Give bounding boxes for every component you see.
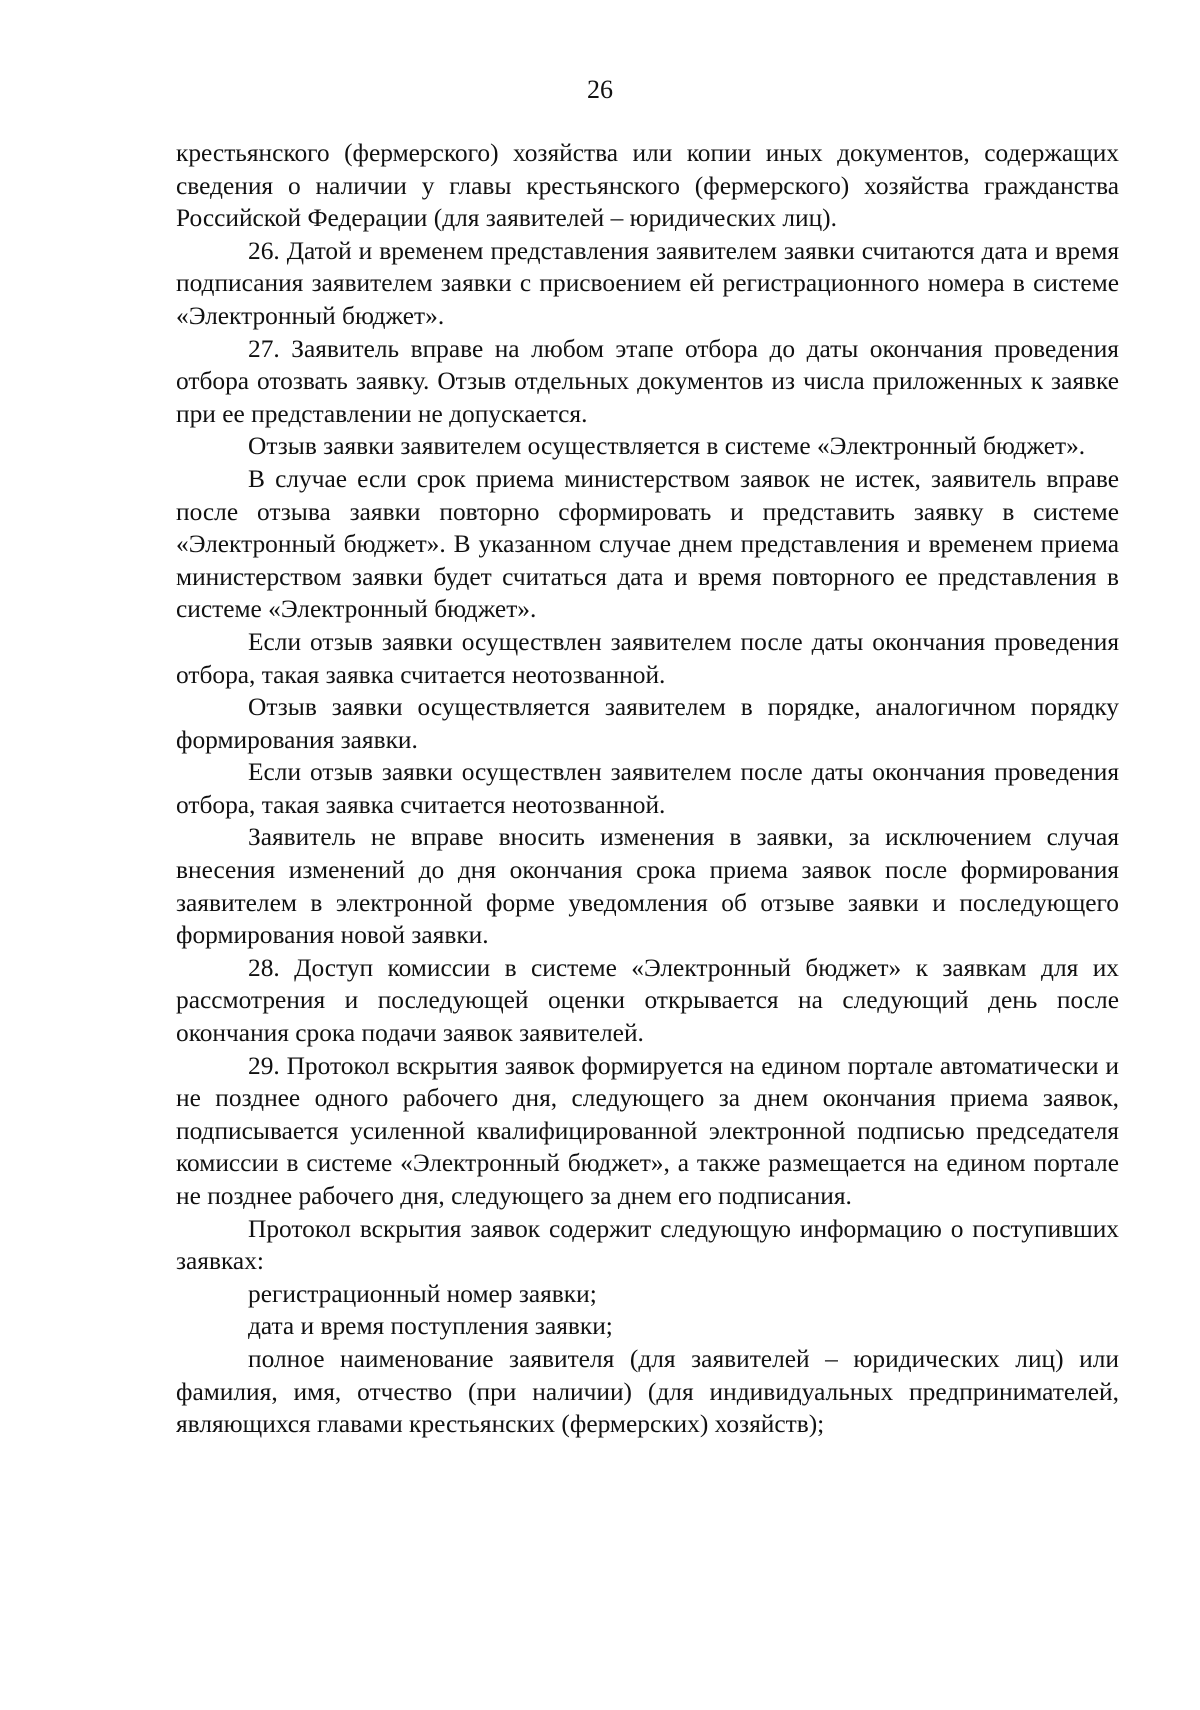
paragraph: Протокол вскрытия заявок содержит следующую информацию о поступивших заявках: [176, 1214, 1119, 1276]
paragraph: Отзыв заявки осуществляется заявителем в порядке, аналогичном порядку формирования заявки. [176, 693, 1119, 754]
paragraph: 27. Заявитель вправе на любом этапе отбора до даты окончания проведения отбора отозвать заявку. Отзыв отдельных документов из числа приложенных к заявке при ее представлении не допускается. [176, 334, 1119, 428]
paragraph: 29. Протокол вскрытия заявок формируется на едином портале автоматически и не позднее одного рабочего дня, следующего за днем окончания приема заявок, подписывается усиленной квалифицированной электронной подписью председателя комиссии в системе «Электронный бюджет», а также размещается на едином портале не позднее рабочего дня, следующего за днем его подписания. [176, 1051, 1119, 1210]
paragraph: Если отзыв заявки осуществлен заявителем после даты окончания проведения отбора, такая заявка считается неотозванной. [176, 627, 1119, 689]
paragraph: регистрационный номер заявки; [248, 1279, 597, 1308]
page-number: 26 [587, 75, 613, 104]
paragraph: Заявитель не вправе вносить изменения в заявки, за исключением случая внесения изменений до дня окончания срока приема заявок после формирования заявителем в электронной форме уведомления об отзыве заявки и последующего формирования новой заявки. [176, 823, 1119, 950]
paragraph: В случае если срок приема министерством заявок не истек, заявитель вправе после отзыва заявки повторно сформировать и представить заявку в системе «Электронный бюджет». В указанном случае днем представления и временем приема министерством заявки будет считаться дата и время повторного ее представления в системе «Электронный бюджет». [176, 464, 1119, 624]
paragraph: 26. Датой и временем представления заявителем заявки считаются дата и время подписания заявителем заявки с присвоением ей регистрационного номера в системе «Электронный бюджет». [176, 236, 1119, 330]
paragraph: крестьянского (фермерского) хозяйства или копии иных документов, содержащих сведения о наличии у главы крестьянского (фермерского) хозяйства гражданства Российской Федерации (для заявителей – юридических лиц). [176, 139, 1119, 233]
paragraph: дата и время поступления заявки; [248, 1312, 613, 1341]
document-body [176, 137, 1119, 1441]
paragraph: Отзыв заявки заявителем осуществляется в системе «Электронный бюджет». [248, 432, 1086, 461]
paragraph: Если отзыв заявки осуществлен заявителем после даты окончания проведения отбора, такая заявка считается неотозванной. [176, 758, 1119, 819]
paragraph: 28. Доступ комиссии в системе «Электронный бюджет» к заявкам для их рассмотрения и последующей оценки открывается на следующий день после окончания срока подачи заявок заявителей. [176, 953, 1119, 1048]
paragraph: полное наименование заявителя (для заявителей – юридических лиц) или фамилия, имя, отчество (при наличии) (для индивидуальных предпринимателей, являющихся главами крестьянских (фермерских) хозяйств); [176, 1344, 1119, 1439]
